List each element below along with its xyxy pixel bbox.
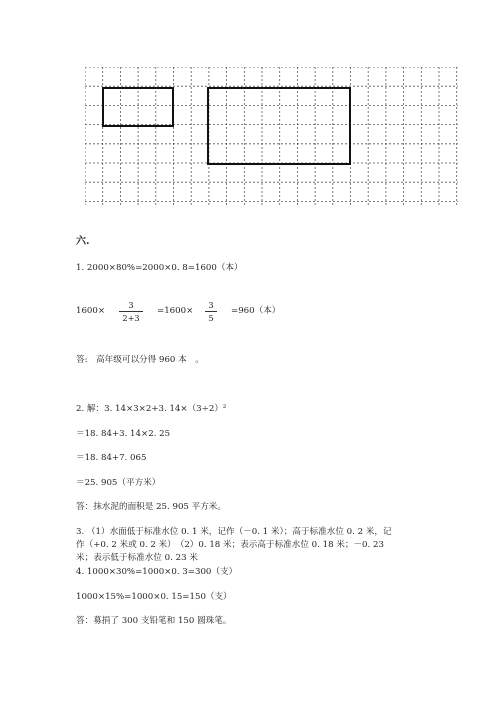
large-rectangle (208, 88, 350, 164)
q1-line1: 1. 2000×80%=2000×0. 8=1600（本） (76, 263, 243, 273)
q4-answer: 答：募捐了 300 支铅笔和 150 圆珠笔。 (76, 616, 232, 626)
q4-line2: 1000×15%=1000×0. 15=150（支） (76, 592, 232, 602)
q1-fraction-2-bar (205, 311, 217, 312)
q3-line3: 米；表示低于标准水位 0. 23 米 (76, 553, 198, 563)
q1-line2-part-c: =960（本） (231, 306, 281, 316)
q1-line2-part-b: =1600× (157, 306, 194, 316)
q1-fraction-1-bar (119, 311, 143, 312)
q1-fraction-1 (119, 300, 143, 323)
q2-answer: 答：抹水泥的面积是 25. 905 平方米。 (76, 502, 226, 512)
q4-line1: 4. 1000×30%=1000×0. 3=300（支） (76, 567, 238, 577)
q2-line1: 2. 解：3. 14×3×2+3. 14×（3÷2）² (76, 404, 227, 414)
q1-fraction-1-numerator: 3 (128, 300, 134, 310)
section-title: 六. (76, 236, 90, 247)
q1-fraction-1-denominator: 2+3 (122, 313, 140, 323)
q1-fraction-2-denominator: 5 (208, 313, 214, 323)
q1-answer: 答: 高年级可以分得 960 本 。 (76, 355, 204, 365)
q1-fraction-2 (205, 300, 217, 323)
q2-line4: ＝25. 905（平方米） (76, 478, 161, 488)
q2-line3: ＝18. 84+7. 065 (76, 453, 147, 463)
q2-line2: ＝18. 84+3. 14×2. 25 (76, 429, 171, 439)
q1-fraction-2-numerator: 3 (208, 300, 214, 310)
q3-line2: 作（+0. 2 米或 0. 2 米） （2）0. 18 米；表示高于标准水位 0. 18 米；－0. 23 (76, 540, 384, 550)
q3-line1: 3. （1）水面低于标准水位 0. 1 米，记作（－0. 1 米）；高于标准水位 0. 2 米，记 (76, 527, 392, 537)
q1-line2-part-a: 1600× (76, 306, 106, 316)
grid-figure (85, 67, 458, 206)
